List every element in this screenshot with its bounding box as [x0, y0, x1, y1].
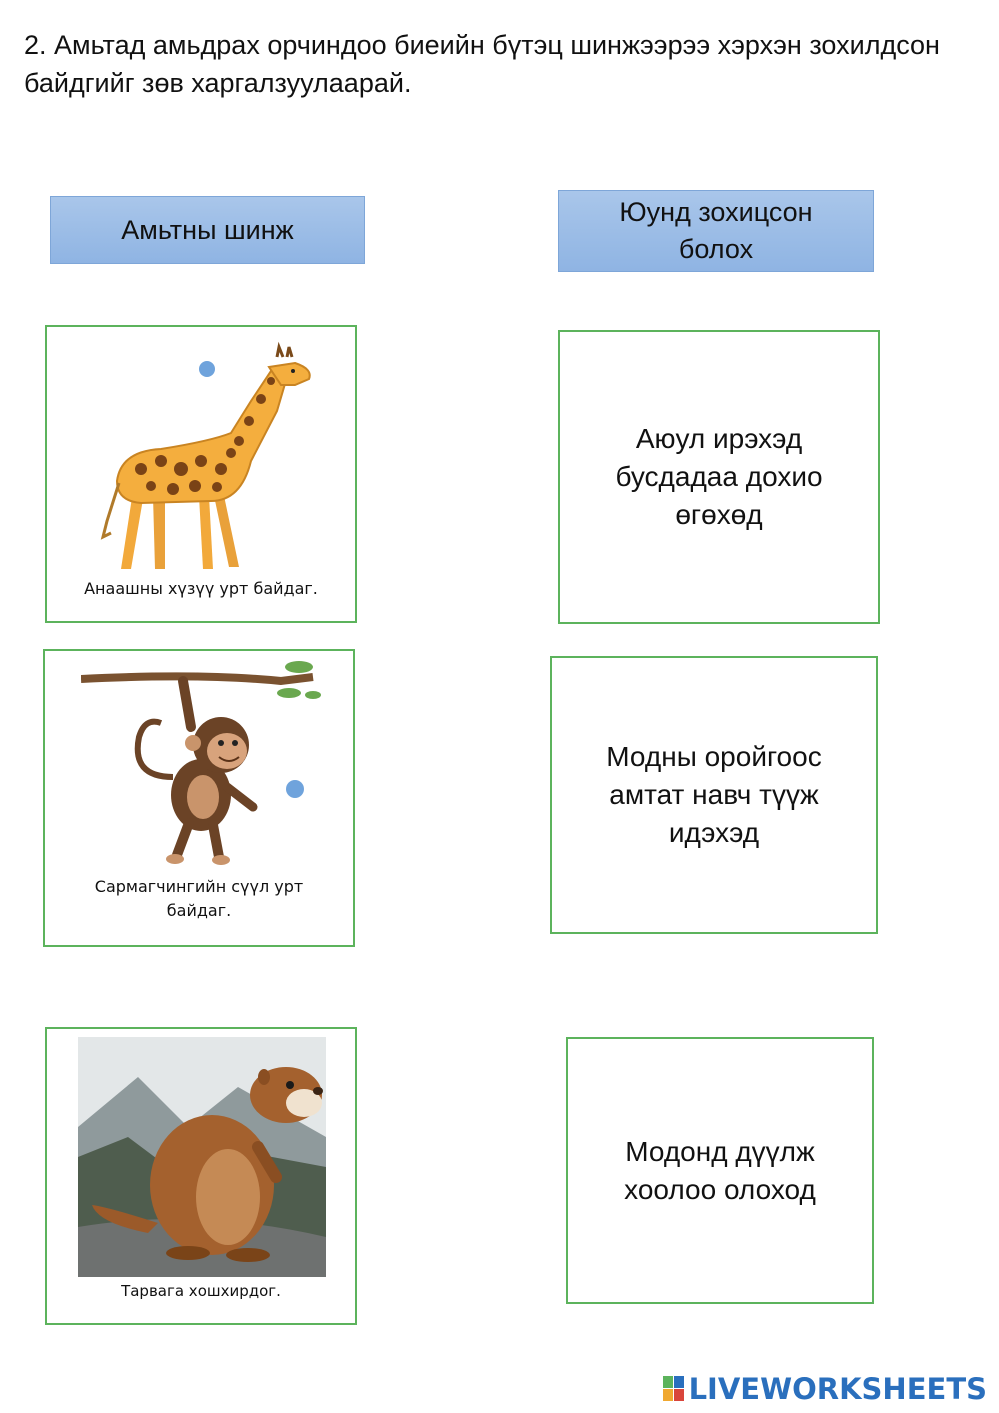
- animal-card-monkey[interactable]: [43, 649, 355, 947]
- animal-card-giraffe[interactable]: [45, 325, 357, 623]
- animal-trait-header-label: Амьтны шинж: [121, 214, 294, 245]
- marmot-caption: Тарвага хошхирдог.: [121, 1282, 281, 1300]
- animal-trait-header: [50, 196, 365, 264]
- giraffe-image: [81, 341, 321, 581]
- giraffe-caption: Анаашны хүзүү урт байдаг.: [84, 579, 318, 598]
- answer-treetop-line3: идэхэд: [668, 817, 760, 848]
- animal-card-marmot[interactable]: [45, 1027, 357, 1325]
- question-text: 2. Амьтад амьдрах орчиндоо биеийн бүтэц шинжээрээ хэрхэн зохилдсон байдгийг зөв харгалзуулаарай.: [24, 30, 940, 98]
- liveworksheets-brand: [663, 1372, 987, 1406]
- answer-warning-line3: өгөхөд: [675, 499, 763, 530]
- answer-treetop-line1: Модны оройгоос: [606, 741, 822, 772]
- answer-box-swinging[interactable]: [566, 1037, 874, 1304]
- answer-warning-line2: бусдадаа дохио: [615, 461, 823, 492]
- monkey-caption: Сармагчингийн сүүл урт байдаг.: [94, 877, 304, 920]
- liveworksheets-wordmark: LIVEWORKSHEETS: [688, 1372, 987, 1406]
- liveworksheets-logo-icon: [663, 1376, 685, 1402]
- adaptation-header: [558, 190, 874, 272]
- answer-swinging-line2: хоолоо олоход: [624, 1173, 816, 1205]
- answer-box-treetop[interactable]: [550, 656, 878, 934]
- answer-warning-line1: Аюул ирэхэд: [635, 423, 803, 454]
- adaptation-header-line2: болох: [678, 234, 754, 264]
- answer-treetop-line2: амтат навч түүж: [609, 779, 819, 810]
- answer-swinging-line1: Модонд дүүлж: [625, 1135, 815, 1167]
- marmot-image: [78, 1037, 326, 1277]
- answer-box-warning[interactable]: [558, 330, 880, 624]
- adaptation-header-line1: Юунд зохицсон: [619, 197, 813, 227]
- monkey-image: [81, 657, 321, 867]
